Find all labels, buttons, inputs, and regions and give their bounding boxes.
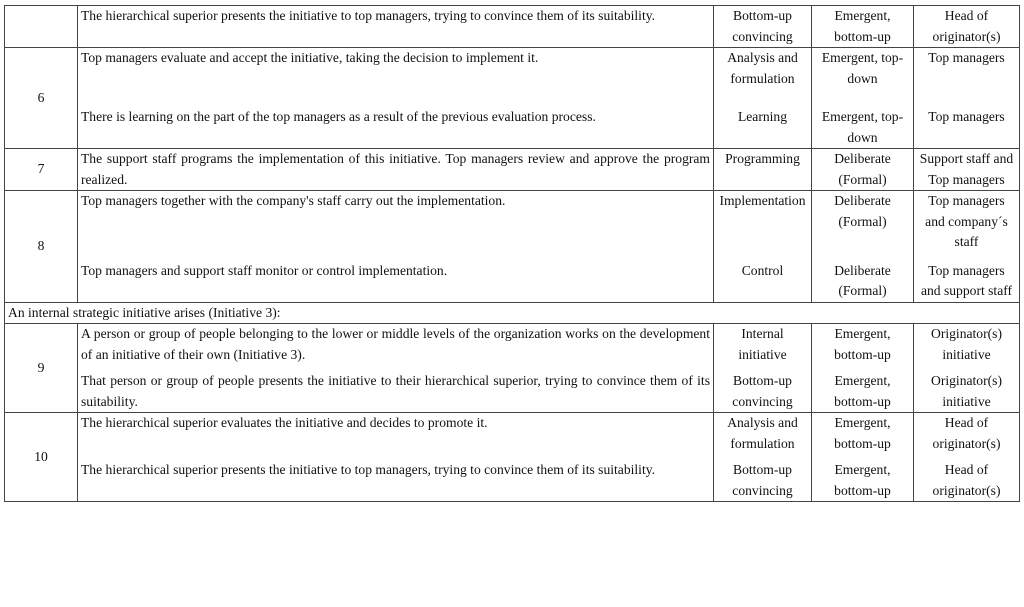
- table-row: [5, 89, 1020, 149]
- step-agent: Top managers: [914, 48, 1020, 90]
- table-row: [5, 149, 1020, 191]
- step-description: The hierarchical superior presents the initiative to top managers, trying to convince them of its suitability.: [78, 6, 714, 48]
- step-phase: Bottom-up convincing: [714, 365, 812, 413]
- table-row: [5, 48, 1020, 90]
- step-type: Emergent, bottom-up: [812, 365, 914, 413]
- step-description: The support staff programs the implementation of this initiative. Top managers review and approve the program realized.: [78, 149, 714, 191]
- step-number: 8: [5, 191, 78, 303]
- section-row: [5, 302, 1020, 324]
- step-type: Emergent, top-down: [812, 89, 914, 149]
- step-description: A person or group of people belonging to the lower or middle levels of the organization works on the development of an initiative of their own (Initiative 3).: [78, 324, 714, 366]
- step-phase: Learning: [714, 89, 812, 149]
- step-agent: Top managers and support staff: [914, 253, 1020, 303]
- table-row: [5, 454, 1020, 502]
- step-agent: Support staff and Top managers: [914, 149, 1020, 191]
- step-agent: Head of originator(s): [914, 6, 1020, 48]
- step-description: Top managers evaluate and accept the initiative, taking the decision to implement it.: [78, 48, 714, 90]
- table-row: [5, 191, 1020, 253]
- step-type: Emergent, bottom-up: [812, 413, 914, 455]
- step-description: The hierarchical superior presents the initiative to top managers, trying to convince them of its suitability.: [78, 454, 714, 502]
- table-row: [5, 413, 1020, 455]
- step-number: 7: [5, 149, 78, 191]
- step-phase: Analysis and formulation: [714, 413, 812, 455]
- step-agent: Top managers: [914, 89, 1020, 149]
- step-phase: Programming: [714, 149, 812, 191]
- step-number: [5, 6, 78, 48]
- step-number: 9: [5, 324, 78, 413]
- table-row: [5, 253, 1020, 303]
- step-number: 6: [5, 48, 78, 149]
- step-type: Emergent, bottom-up: [812, 6, 914, 48]
- step-type: Emergent, top-down: [812, 48, 914, 90]
- step-agent: Top managers and company´s staff: [914, 191, 1020, 253]
- section-heading: An internal strategic initiative arises (Initiative 3):: [5, 302, 1020, 324]
- step-type: Emergent, bottom-up: [812, 454, 914, 502]
- step-agent: Originator(s) initiative: [914, 365, 1020, 413]
- step-number: 10: [5, 413, 78, 502]
- table-row: [5, 365, 1020, 413]
- step-phase: Bottom-up convincing: [714, 6, 812, 48]
- step-phase: Implementation: [714, 191, 812, 253]
- step-agent: Head of originator(s): [914, 413, 1020, 455]
- step-phase: Internal initiative: [714, 324, 812, 366]
- step-description: The hierarchical superior evaluates the initiative and decides to promote it.: [78, 413, 714, 455]
- step-type: Emergent, bottom-up: [812, 324, 914, 366]
- step-type: Deliberate (Formal): [812, 253, 914, 303]
- table-row: [5, 324, 1020, 366]
- step-type: Deliberate (Formal): [812, 191, 914, 253]
- step-description: Top managers together with the company's staff carry out the implementation.: [78, 191, 714, 253]
- strategy-process-table: [4, 5, 1020, 502]
- step-description: There is learning on the part of the top managers as a result of the previous evaluation process.: [78, 89, 714, 149]
- step-phase: Bottom-up convincing: [714, 454, 812, 502]
- step-agent: Head of originator(s): [914, 454, 1020, 502]
- table-row: [5, 6, 1020, 48]
- step-description: Top managers and support staff monitor or control implementation.: [78, 253, 714, 303]
- step-phase: Analysis and formulation: [714, 48, 812, 90]
- step-agent: Originator(s) initiative: [914, 324, 1020, 366]
- step-description: That person or group of people presents the initiative to their hierarchical superior, trying to convince them of its suitability.: [78, 365, 714, 413]
- step-type: Deliberate (Formal): [812, 149, 914, 191]
- step-phase: Control: [714, 253, 812, 303]
